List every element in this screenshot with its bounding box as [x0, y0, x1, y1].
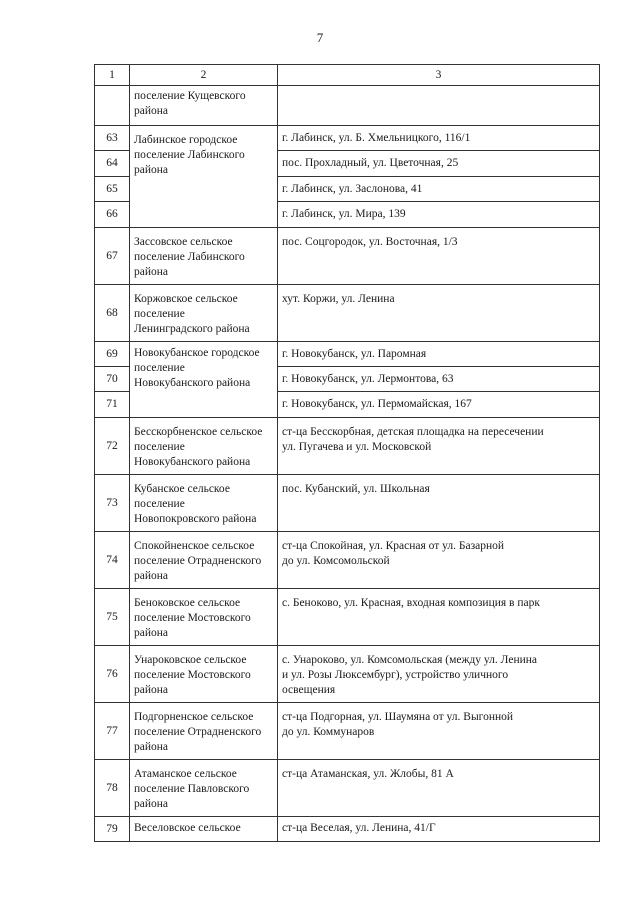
page-number: 7	[316, 30, 324, 45]
table-row	[95, 760, 600, 817]
address-cell: пос. Кубанский, ул. Школьная	[278, 475, 600, 532]
row-number: 75	[95, 589, 130, 646]
row-number: 78	[95, 760, 130, 817]
row-number: 67	[95, 228, 130, 285]
row-number	[95, 86, 130, 126]
row-number: 71	[95, 392, 130, 418]
table-row	[95, 532, 600, 589]
table-row	[95, 703, 600, 760]
address-cell: г. Лабинск, ул. Заслонова, 41	[278, 177, 600, 202]
settlement-cell: Зассовское сельское поселение Лабинского района	[130, 228, 278, 285]
address-cell: г. Лабинск, ул. Б. Хмельницкого, 116/1	[278, 126, 600, 151]
row-number: 66	[95, 202, 130, 228]
row-number: 73	[95, 475, 130, 532]
row-number: 63	[95, 126, 130, 151]
address-cell: ст-ца Спокойная, ул. Красная от ул. Базарной до ул. Комсомольской	[278, 532, 600, 589]
settlement-cell: Атаманское сельское поселение Павловского района	[130, 760, 278, 817]
table-row	[95, 126, 600, 151]
address-cell: ст-ца Атаманская, ул. Жлобы, 81 А	[278, 760, 600, 817]
table-row	[95, 342, 600, 367]
row-number: 74	[95, 532, 130, 589]
address-cell: пос. Соцгородок, ул. Восточная, 1/3	[278, 228, 600, 285]
row-number: 65	[95, 177, 130, 202]
address-cell: г. Новокубанск, ул. Лермонтова, 63	[278, 367, 600, 392]
settlement-cell: Веселовское сельское	[130, 817, 278, 842]
addresses-table	[94, 64, 600, 842]
address-cell: с. Унароково, ул. Комсомольская (между ул. Ленина и ул. Розы Люксембург), устройство уличного освещения	[278, 646, 600, 703]
row-number: 70	[95, 367, 130, 392]
address-cell: с. Беноково, ул. Красная, входная композиция в парк	[278, 589, 600, 646]
table-header-row	[95, 65, 600, 86]
settlement-cell: Новокубанское городское поселение Новокубанского района	[130, 342, 278, 418]
table-row	[95, 285, 600, 342]
header-col-1: 1	[95, 65, 130, 86]
settlement-cell: Беноковское сельское поселение Мостовского района	[130, 589, 278, 646]
address-cell: хут. Коржи, ул. Ленина	[278, 285, 600, 342]
table-row	[95, 817, 600, 842]
settlement-cell: поселение Кущевского района	[130, 86, 278, 126]
row-number: 69	[95, 342, 130, 367]
address-cell: ст-ца Веселая, ул. Ленина, 41/Г	[278, 817, 600, 842]
address-cell: пос. Прохладный, ул. Цветочная, 25	[278, 151, 600, 177]
address-cell: г. Новокубанск, ул. Паромная	[278, 342, 600, 367]
header-col-2: 2	[130, 65, 278, 86]
table-row	[95, 228, 600, 285]
settlement-cell: Бесскорбненское сельское поселение Новокубанского района	[130, 418, 278, 475]
row-number: 68	[95, 285, 130, 342]
address-cell: г. Лабинск, ул. Мира, 139	[278, 202, 600, 228]
settlement-cell: Унароковское сельское поселение Мостовского района	[130, 646, 278, 703]
row-number: 79	[95, 817, 130, 842]
row-number: 76	[95, 646, 130, 703]
address-cell: г. Новокубанск, ул. Пермомайская, 167	[278, 392, 600, 418]
row-number: 77	[95, 703, 130, 760]
address-cell: ст-ца Подгорная, ул. Шаумяна от ул. Выгонной до ул. Коммунаров	[278, 703, 600, 760]
address-cell	[278, 86, 600, 126]
row-number: 72	[95, 418, 130, 475]
table-row	[95, 418, 600, 475]
table-row	[95, 589, 600, 646]
settlement-cell: Спокойненское сельское поселение Отрадненского района	[130, 532, 278, 589]
header-col-3: 3	[278, 65, 600, 86]
table-row	[95, 646, 600, 703]
table-row	[95, 475, 600, 532]
address-cell: ст-ца Бесскорбная, детская площадка на пересечении ул. Пугачева и ул. Московской	[278, 418, 600, 475]
table-row	[95, 86, 600, 126]
settlement-cell: Коржовское сельское поселение Ленинградского района	[130, 285, 278, 342]
settlement-cell: Кубанское сельское поселение Новопокровского района	[130, 475, 278, 532]
row-number: 64	[95, 151, 130, 177]
settlement-cell: Подгорненское сельское поселение Отрадненского района	[130, 703, 278, 760]
settlement-cell: Лабинское городское поселение Лабинского района	[130, 126, 278, 228]
